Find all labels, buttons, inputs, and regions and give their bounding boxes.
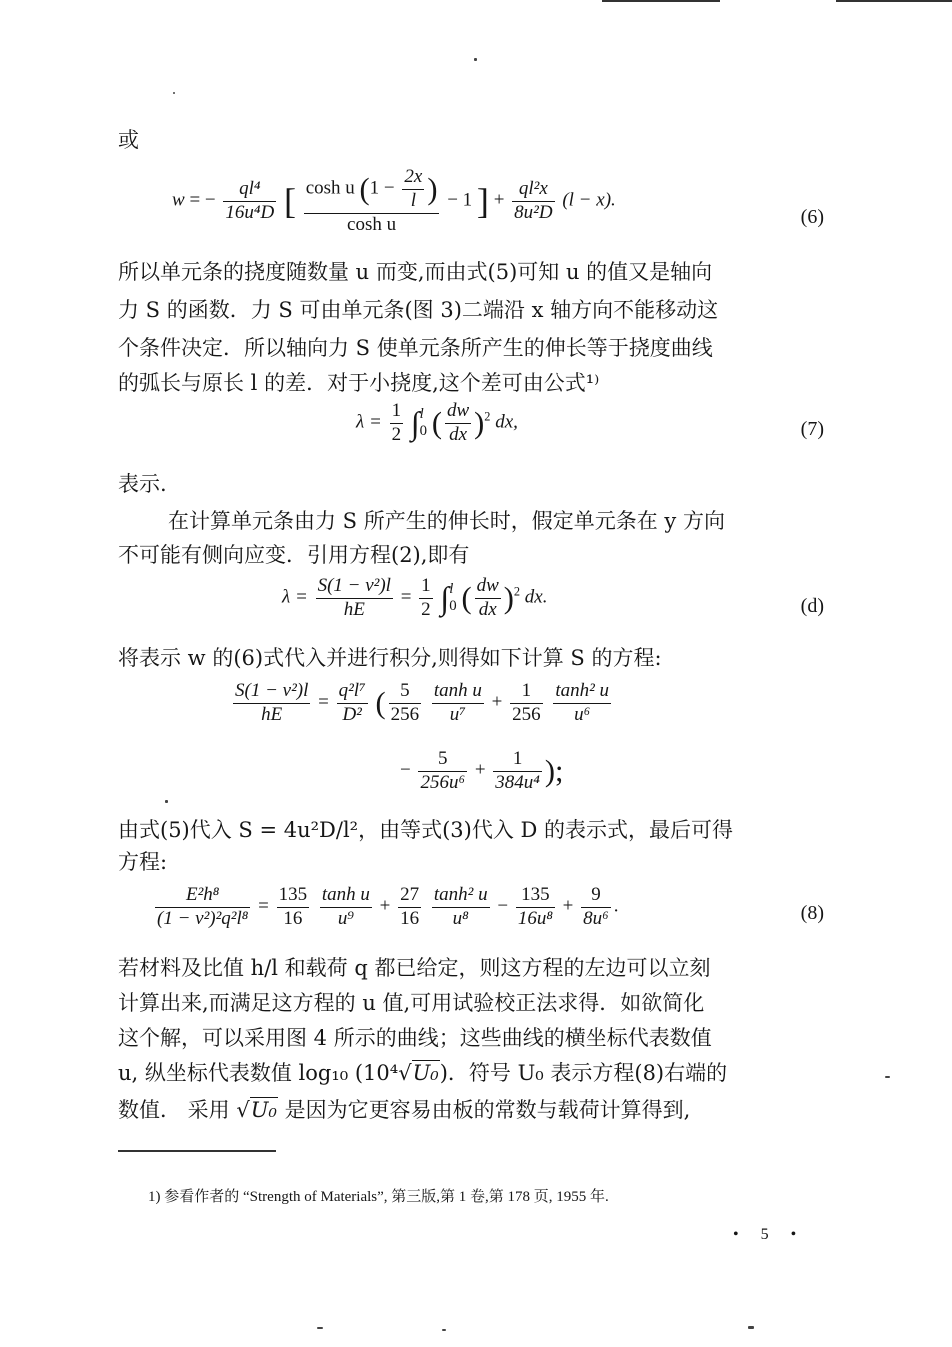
equation-number: (8) — [800, 902, 824, 924]
equation-8: $\frac{\text{E²h⁸}}{\text{(1 − ν²)²q²l⁸}}$ = $\frac{135}{16}$ $\frac{\text{tanh u}}{\text{u⁹}}$ + $\frac{27}{16}$ $\frac{\text{tanh² u}}{\text{u⁸}}$ − $\frac{135}{\text{16u⁸}}$ + $\frac{9}{\text{8u⁶}}$ . — [157, 884, 619, 929]
bracket: [ — [283, 181, 296, 222]
scan-speck — [442, 1329, 446, 1331]
text-line: 力 S 的函数．力 S 可由单元条(图 3)二端沿 x 轴方向不能移动这 — [118, 298, 719, 322]
eq-term: − 1 — [447, 189, 473, 211]
equation-number: (d) — [800, 595, 824, 617]
scan-speck — [885, 1076, 890, 1078]
text-line: 由式(5)代入 S = 4u²D/l²，由等式(3)代入 D 的表示式，最后可得 — [118, 818, 734, 842]
text-line: 方程: — [118, 850, 168, 874]
text-line: 在计算单元条由力 S 所产生的伸长时，假定单元条在 y 方向 — [168, 509, 725, 533]
eq-operator: − — [204, 189, 216, 211]
sqrt-term: U₀ — [412, 1061, 439, 1085]
text-line: 这个解，可以采用图 4 所示的曲线；这些曲线的横坐标代表数值 — [118, 1026, 712, 1050]
text-line: 将表示 w 的(6)式代入并进行积分,则得如下计算 S 的方程: — [118, 646, 662, 670]
scan-speck — [748, 1326, 754, 1329]
equation-number: (7) — [800, 418, 824, 440]
scan-speck — [474, 58, 477, 61]
equation-7: λ = $\frac{1}{2}$ ∫ l 0 ( $\frac{dw}{dx}$ )$^2$ dx, — [356, 400, 518, 445]
text-line: 所以单元条的挠度随数量 u 而变,而由式(5)可知 u 的值又是轴向 — [118, 260, 713, 284]
text-line: 计算出来,而满足这方程的 u 值,可用试验校正法求得．如欲简化 — [118, 991, 705, 1015]
eq-symbol: w — [172, 189, 185, 211]
footnote-rule — [118, 1150, 276, 1152]
text-line: 表示. — [118, 472, 167, 496]
equation-d: λ = $\frac{\text{S(1 − ν²)l}}{hE}$ = $\frac{1}{2}$ ∫ l 0 ( $\frac{dw}{dx}$ )$^2$ dx. — [282, 575, 548, 620]
scan-speck — [165, 800, 168, 803]
scan-speck — [317, 1327, 323, 1329]
footnote: 1) 参看作者的 “Strength of Materials”, 第三版,第 1 卷,第 178 页, 1955 年. — [148, 1189, 609, 1205]
equation-s-continued: − $\frac{5}{\text{256u⁶}}$ + $\frac{1}{\text{384u⁴}}$ ); — [400, 748, 564, 793]
text-line: 数值． 采用 √U₀ 是因为它更容易由板的常数与载荷计算得到, — [118, 1098, 691, 1122]
fraction: $\frac{\text{ql²x}}{\text{8u²D}}$ — [514, 177, 553, 223]
fraction: $\frac{\text{ql⁴}}{\text{16u⁴D}}$ — [225, 177, 275, 223]
fraction: cosh u (1 − $\frac{2x}{l}$ ) cosh u — [305, 166, 438, 235]
text-line: 的弧长与原长 l 的差．对于小挠度,这个差可由公式¹⁾ — [118, 371, 600, 395]
eq-operator: + — [493, 189, 505, 211]
text-line: 不可能有侧向应变．引用方程(2),即有 — [118, 543, 470, 567]
eq-operator: = — [189, 189, 201, 211]
text-line: 或 — [118, 128, 139, 152]
bracket: ] — [476, 181, 489, 222]
page-number: • 5 • — [733, 1226, 806, 1243]
equation-number: (6) — [800, 206, 824, 228]
top-rule-left — [602, 0, 720, 2]
eq-term: (l − x). — [562, 189, 616, 211]
text-line: 若材料及比值 h/l 和载荷 q 都已给定，则这方程的左边可以立刻 — [118, 956, 711, 980]
text-line: u, 纵坐标代表数值 log₁₀ (10⁴√U₀)．符号 U₀ 表示方程(8)右端的 — [118, 1061, 728, 1085]
text-line: 个条件决定．所以轴向力 S 使单元条所产生的伸长等于挠度曲线 — [118, 336, 713, 360]
equation-s: $\frac{\text{S(1 − ν²)l}}{hE}$ = $\frac{\text{q²l⁷}}{\text{D²}}$ ( $\frac{5}{256}$ $\frac{\text{tanh u}}{\text{u⁷}}$ + $\frac{1}{256}$ $\frac{\text{tanh² u}}{\text{u⁶}}$ — [235, 680, 610, 725]
equation-6 — [172, 166, 616, 236]
top-rule-right — [836, 0, 952, 2]
sqrt-term: U₀ — [250, 1098, 277, 1122]
scan-speck — [173, 92, 175, 94]
